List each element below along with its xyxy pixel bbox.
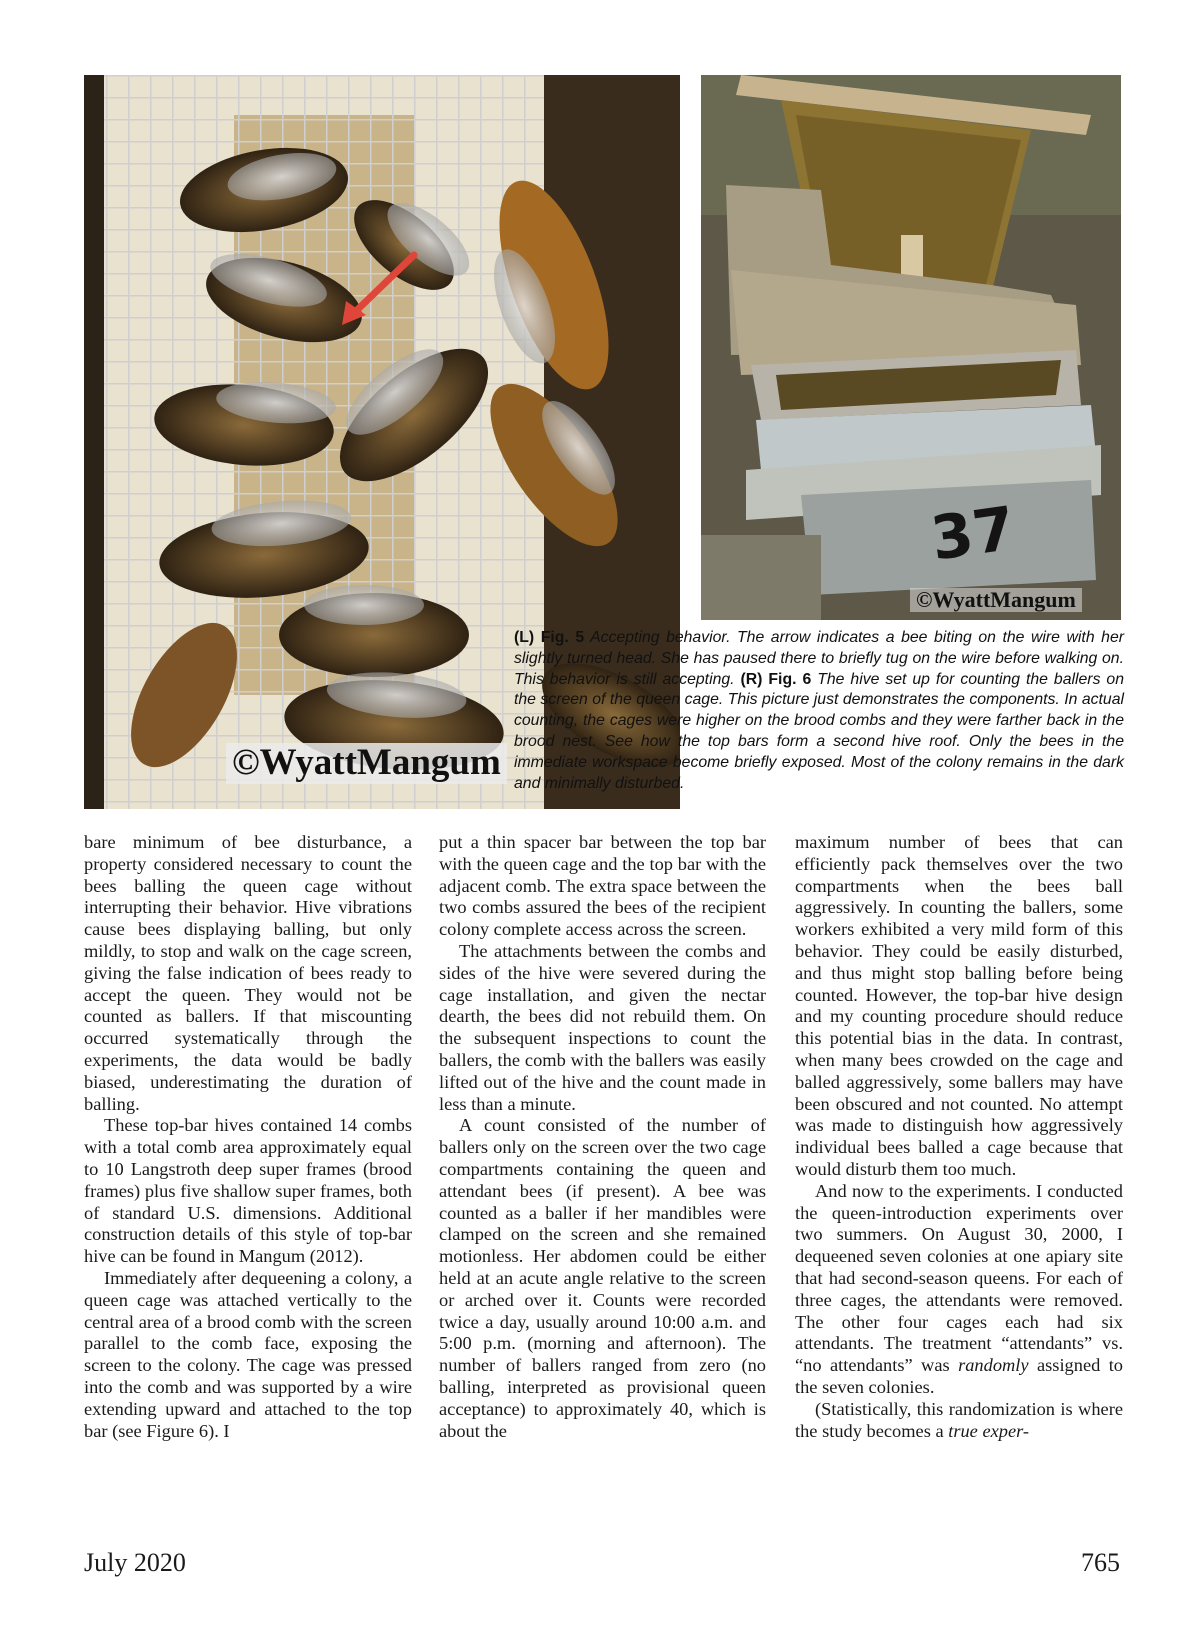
text-column-3 [795, 832, 1123, 1442]
paragraph: maximum number of bees that can efficiently pack themselves over the two compartments when the bees ball aggressively. In counting the ballers, some workers exhibited a very mild form of this behavior. They could be easily disturbed, and thus might stop balling before being counted. However, the top-bar hive design and my counting procedure should reduce this potential bias in the data. In contrast, when many bees crowded on the cage and balled aggressively, some ballers may have been obscured and not counted. No attempt was made to distinguish how aggressively individual bees balled a cage because that would disturb them too much. [795, 832, 1123, 1179]
page-number: 765 [1081, 1548, 1120, 1577]
paragraph: These top-bar hives contained 14 combs with a total comb area approximately equal to 10 Langstroth deep super frames (brood frames) plus five shallow super frames, both of standard U.S. dimensions. Additional construction details of this style of top-bar hive can be found in Mangum (2012). [84, 1115, 412, 1267]
figure-6-photo [701, 75, 1121, 620]
paragraph: bare minimum of bee disturbance, a property considered necessary to count the bees balling the queen cage without interrupting their behavior. Hive vibrations cause bees displaying balling, but only mildly, to stop and walk on the cage screen, giving the false indication of bees ready to accept the queen. They would not be counted as ballers. If that miscounting occurred systematically through the experiments, the data would be badly biased, underestimating the duration of balling. [84, 832, 412, 1114]
paragraph-text: assigned to the seven colonies. [795, 1355, 1124, 1397]
paragraph: A count consisted of the number of ballers only on the screen over the two cage compartments containing the queen and attendant bees (if present). A bee was counted as a baller if her mandibles were clamped on the screen and she remained motionless. Her abdomen could be either held at an acute angle relative to the screen or arched over it. Counts were recorded twice a day, usually around 10:00 a.m. and 5:00 p.m. (morning and afternoon). The number of ballers ranged from zero (no balling, interpreted as provisional queen acceptance) to approximately 40, which is about the [439, 1115, 766, 1441]
paragraph: Immediately after dequeening a colony, a queen cage was attached vertically to the central area of a brood comb with the screen parallel to the comb face, exposing the screen to the colony. The cage was pressed into the comb and was supported by a wire extending upward and attached to the top bar (see Figure 6). I [84, 1267, 412, 1441]
italic-text: true exper- [948, 1420, 1030, 1441]
fig5-label: (L) Fig. 5 [514, 629, 585, 646]
photo-credit-left: ©WyattMangum [226, 743, 507, 784]
fig5-text: Accepting behavior. The arrow indicates a bee biting on the wire with her slightly turned head. She has paused there to briefly tug on the wire before walking on. This behavior is still accepting. [514, 629, 1124, 688]
text-column-1 [84, 832, 412, 1442]
hive-setup-image [701, 75, 1121, 620]
paragraph [795, 1399, 1123, 1443]
paragraph: The attachments between the combs and sides of the hive were severed during the cage installation, and given the nectar dearth, the bees did not rebuild them. On the subsequent inspections to count the ballers, the comb with the ballers was easily lifted out of the hive and the count made in less than a minute. [439, 940, 766, 1114]
text-column-2 [439, 832, 766, 1442]
italic-text: randomly [958, 1355, 1029, 1376]
paragraph-text: (Statistically, this randomization is where the study becomes a [795, 1398, 1123, 1441]
figure-caption [514, 628, 1124, 794]
paragraph [795, 1181, 1123, 1399]
paragraph: put a thin spacer bar between the top bar with the queen cage and the top bar with the adjacent comb. The extra space between the two combs assured the bees of the recipient colony complete access across the screen. [439, 832, 766, 940]
fig6-label: (R) Fig. 6 [740, 670, 812, 688]
issue-date: July 2020 [84, 1548, 186, 1577]
photo-credit-right: ©WyattMangum [910, 588, 1082, 612]
paragraph-text: And now to the experiments. I conducted the queen-introduction experiments over two summers. On August 30, 2000, I dequeened seven colonies at one apiary site that had second-season queens. For each of three cages, the attendants were removed. The other four cages each had six attendants. The treatment “attendants” vs. “no attendants” was [795, 1180, 1123, 1376]
fig6-text: The hive set up for counting the ballers on the screen of the queen cage. This picture just demonstrates the components. In actual counting, the cages were higher on the brood combs and they were farther back in the brood nest. See how the top bars form a second hive roof. Only the bees in the immediate workspace become briefly exposed. Most of the colony remains in the dark and minimally disturbed. [514, 670, 1125, 792]
hive-number: 37 [926, 493, 1020, 575]
